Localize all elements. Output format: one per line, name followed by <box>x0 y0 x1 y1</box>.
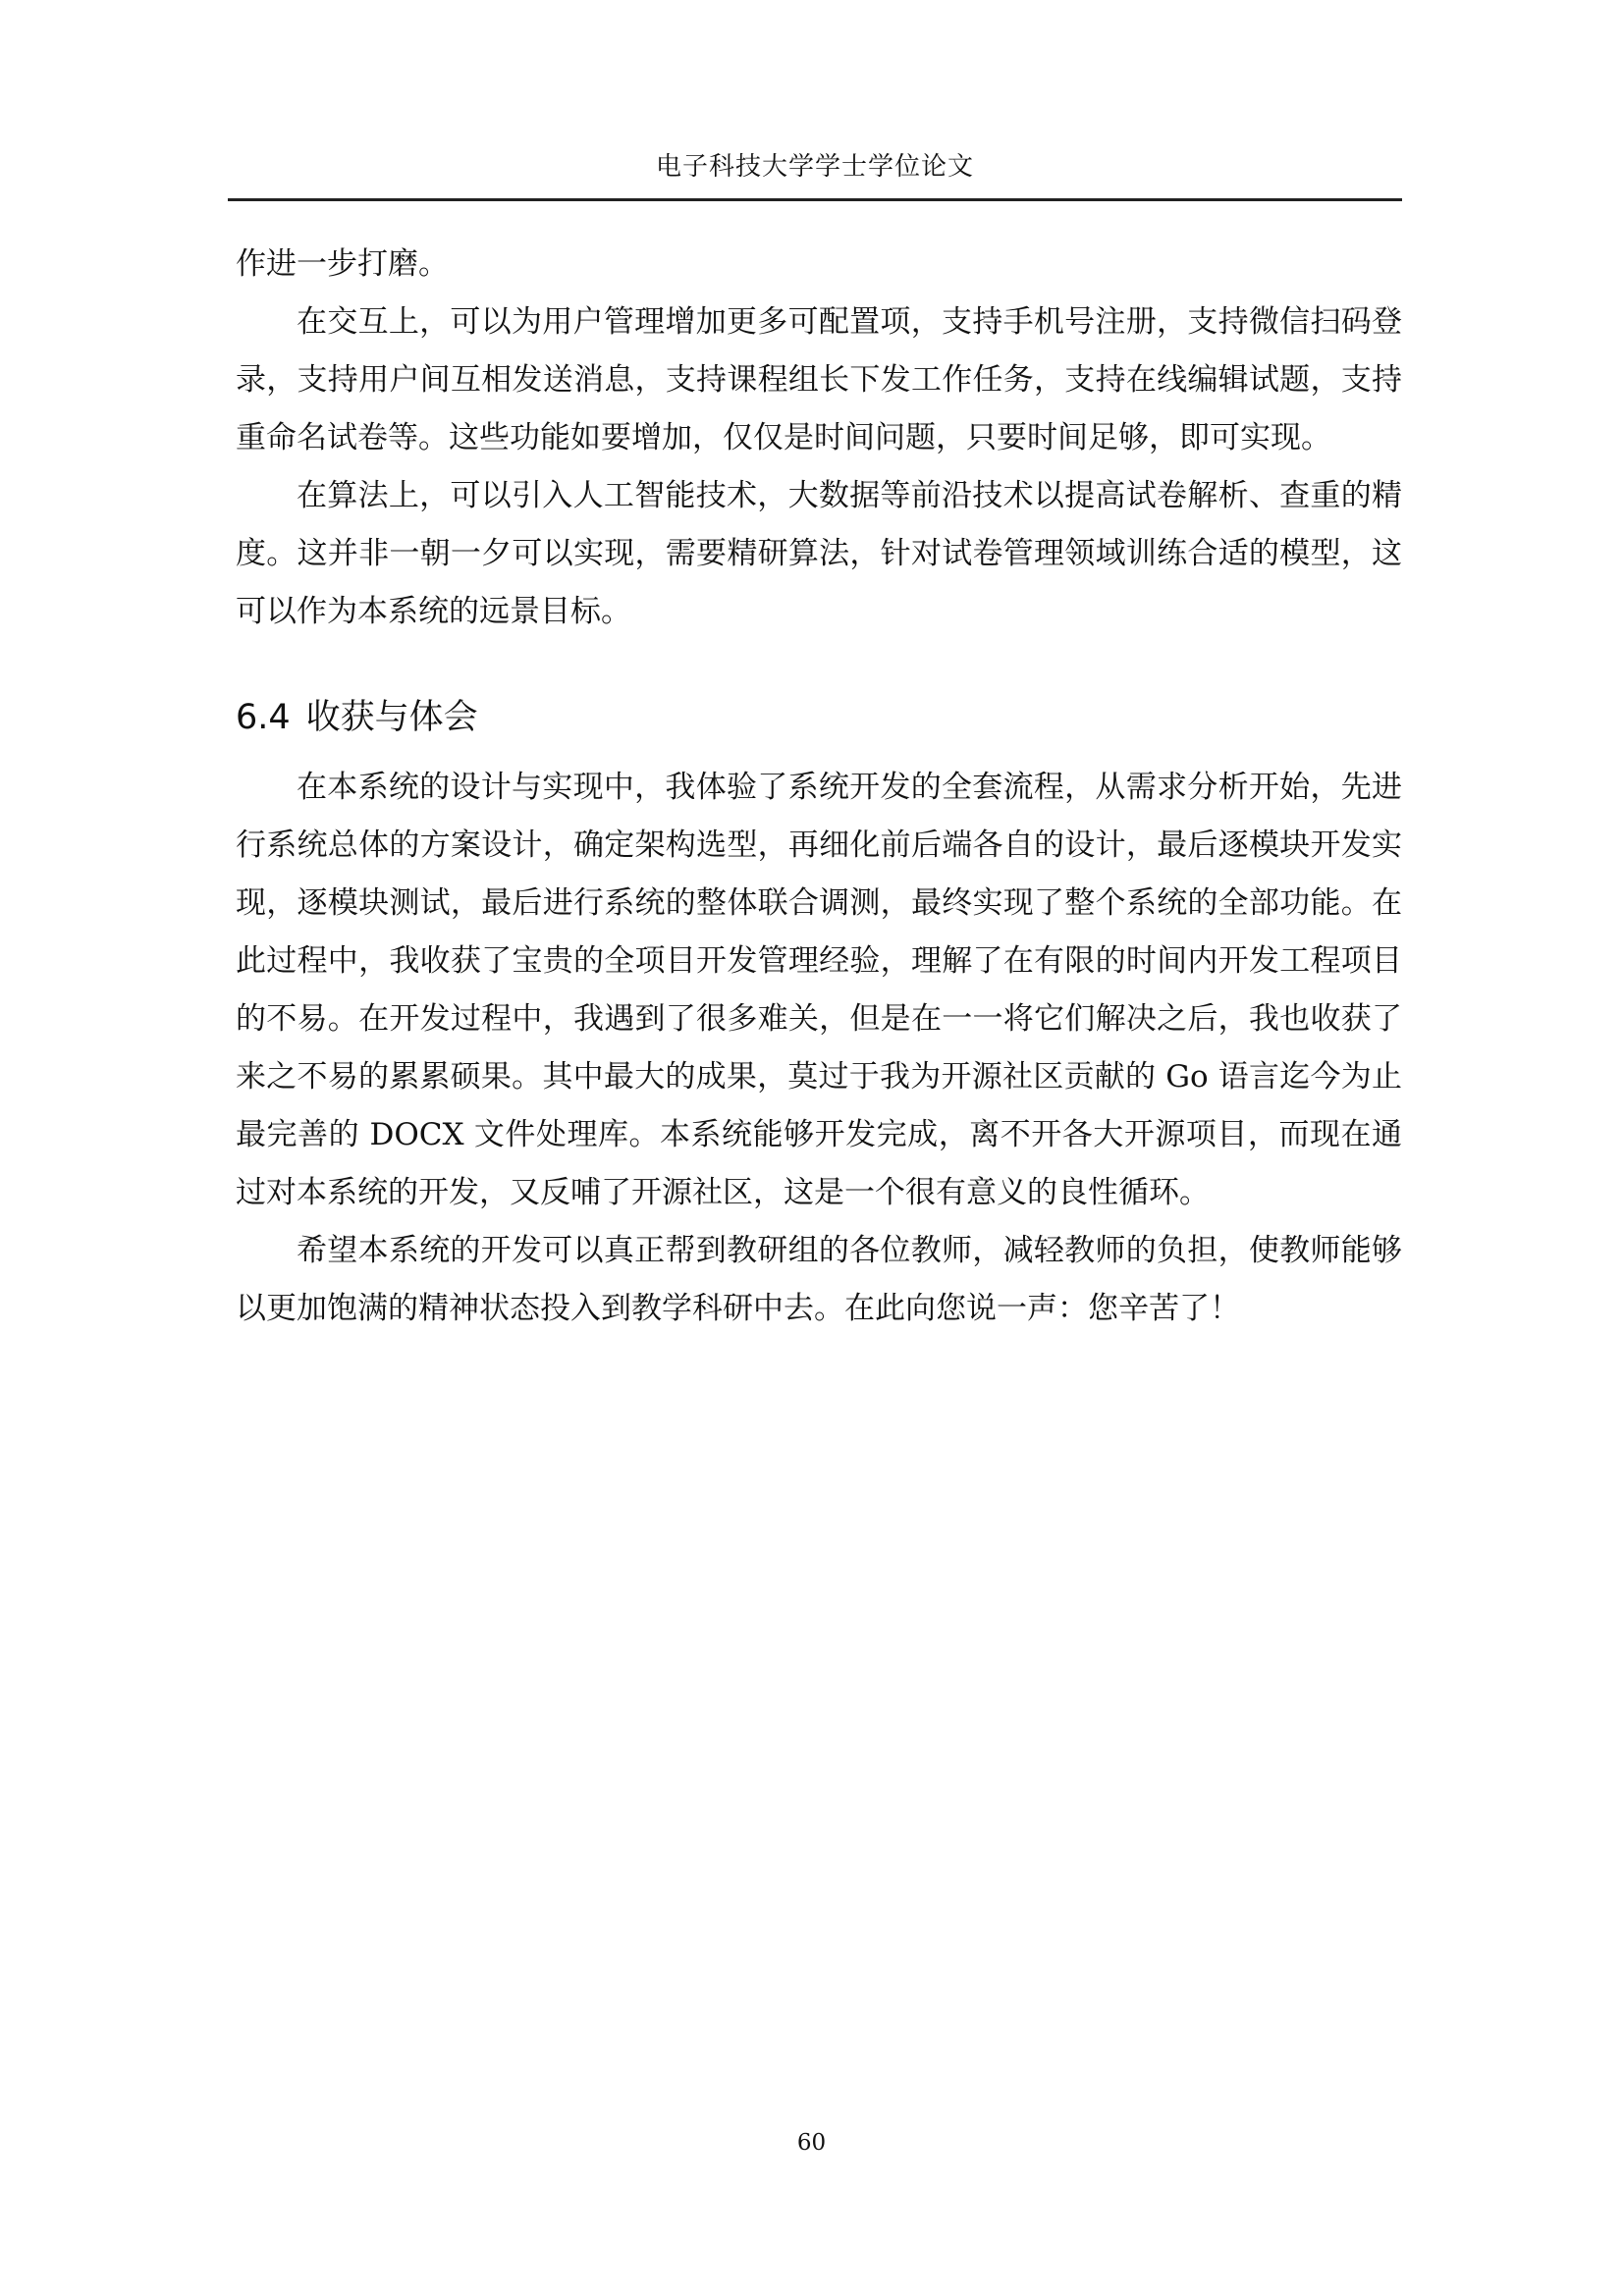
document-body <box>236 236 1402 1338</box>
body-paragraph-continued: 作进一步打磨。 <box>236 246 449 282</box>
section-number: 6.4 <box>236 698 291 737</box>
page-number: 60 <box>796 2130 827 2156</box>
page-header <box>228 147 1402 201</box>
running-header-title: 电子科技大学学士学位论文 <box>655 152 974 182</box>
body-paragraph-interaction: 在交互上，可以为用户管理增加更多可配置项，支持手机号注册，支持微信扫码登录，支持用户间互相发送消息，支持课程组长下发工作任务，支持在线编辑试题，支持重命名试卷等。这些功能如要增加，仅仅是时间问题，只要时间足够，即可实现。 <box>236 304 1402 455</box>
section-heading <box>236 690 1402 745</box>
body-paragraph-closing: 希望本系统的开发可以真正帮到教研组的各位教师，减轻教师的负担，使教师能够以更加饱满的精神状态投入到教学科研中去。在此向您说一声：您辛苦了！ <box>236 1233 1402 1326</box>
body-paragraph-experience: 在本系统的设计与实现中，我体验了系统开发的全套流程，从需求分析开始，先进行系统总体的方案设计，确定架构选型，再细化前后端各自的设计，最后逐模块开发实现，逐模块测试，最后进行系统的整体联合调测，最终实现了整个系统的全部功能。在此过程中，我收获了宝贵的全项目开发管理经验，理解了在有限的时间内开发工程项目的不易。在开发过程中，我遇到了很多难关，但是在一一将它们解决之后，我也收获了来之不易的累累硕果。其中最大的成果，莫过于我为开源社区贡献的 Go 语言迄今为止最完善的 DOCX 文件处理库。本系统能够开发完成，离不开各大开源项目，而现在通过对本系统的开发，又反哺了开源社区，这是一个很有意义的良性循环。 <box>236 770 1402 1210</box>
section-title: 收获与体会 <box>305 698 478 737</box>
body-paragraph-algorithm: 在算法上，可以引入人工智能技术，大数据等前沿技术以提高试卷解析、查重的精度。这并非一朝一夕可以实现，需要精研算法，针对试卷管理领域训练合适的模型，这可以作为本系统的远景目标。 <box>236 478 1402 629</box>
